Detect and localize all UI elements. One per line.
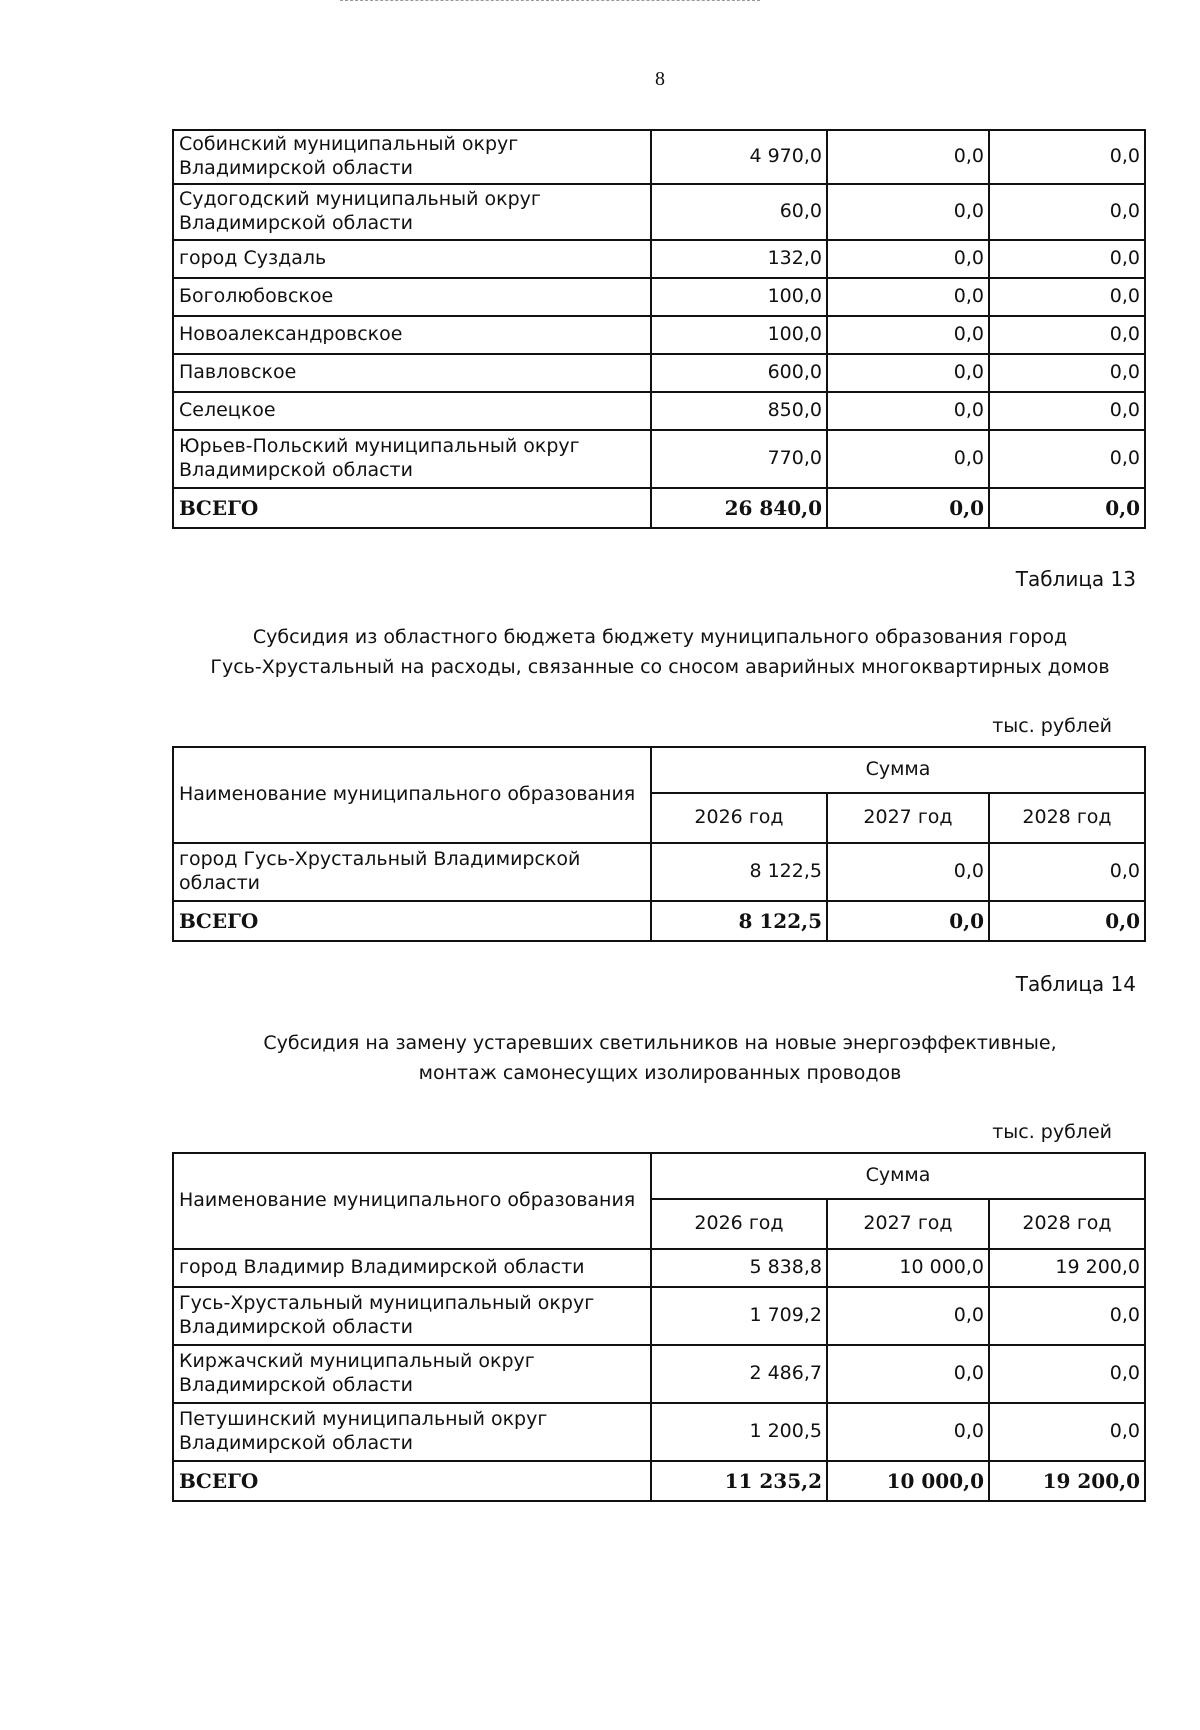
value-2027: 0,0 (827, 278, 989, 316)
total-row (173, 488, 1145, 528)
table-row (173, 430, 1145, 488)
value-2026: 60,0 (651, 184, 827, 240)
header-row (173, 1153, 1145, 1199)
table-row (173, 130, 1145, 184)
value-2027: 10 000,0 (827, 1249, 989, 1287)
row-name: Новоалександровское (173, 316, 651, 354)
value-2026: 1 709,2 (651, 1287, 827, 1345)
total-label: ВСЕГО (173, 1461, 651, 1501)
value-2027: 0,0 (827, 354, 989, 392)
table-14-unit: тыс. рублей (992, 1121, 1112, 1143)
table-row (173, 354, 1145, 392)
value-2028: 0,0 (989, 1403, 1145, 1461)
value-2028: 0,0 (989, 354, 1145, 392)
header-2026: 2026 год (651, 793, 827, 843)
value-2026: 2 486,7 (651, 1345, 827, 1403)
table-continuation (172, 129, 1146, 529)
row-name: Судогодский муниципальный округ Владимирской области (173, 184, 651, 240)
value-2027: 0,0 (827, 1287, 989, 1345)
value-2026: 5 838,8 (651, 1249, 827, 1287)
value-2027: 0,0 (827, 316, 989, 354)
table-row (173, 1249, 1145, 1287)
row-name: Петушинский муниципальный округ Владимирской области (173, 1403, 651, 1461)
table-row (173, 278, 1145, 316)
header-2027: 2027 год (827, 793, 989, 843)
row-name: город Владимир Владимирской области (173, 1249, 651, 1287)
row-name: Юрьев-Польский муниципальный округ Владимирской области (173, 430, 651, 488)
row-name: Гусь-Хрустальный муниципальный округ Владимирской области (173, 1287, 651, 1345)
header-2027: 2027 год (827, 1199, 989, 1249)
total-row (173, 1461, 1145, 1501)
table-13-title-line1: Субсидия из областного бюджета бюджету муниципального образования город (252, 626, 1068, 648)
value-2027: 0,0 (827, 843, 989, 901)
top-scan-rule (340, 0, 760, 1)
total-label: ВСЕГО (173, 488, 651, 528)
value-2027: 0,0 (827, 392, 989, 430)
row-name: город Суздаль (173, 240, 651, 278)
table-row (173, 843, 1145, 901)
table-row (173, 1345, 1145, 1403)
total-2026: 8 122,5 (651, 901, 827, 941)
total-2027: 10 000,0 (827, 1461, 989, 1501)
row-name: Боголюбовское (173, 278, 651, 316)
total-2026: 11 235,2 (651, 1461, 827, 1501)
value-2028: 0,0 (989, 316, 1145, 354)
value-2027: 0,0 (827, 1345, 989, 1403)
value-2028: 0,0 (989, 130, 1145, 184)
value-2028: 0,0 (989, 184, 1145, 240)
header-sum: Сумма (651, 1153, 1145, 1199)
header-sum: Сумма (651, 747, 1145, 793)
header-name: Наименование муниципального образования (173, 747, 651, 843)
value-2026: 8 122,5 (651, 843, 827, 901)
value-2026: 132,0 (651, 240, 827, 278)
value-2028: 0,0 (989, 392, 1145, 430)
value-2026: 1 200,5 (651, 1403, 827, 1461)
table-row (173, 316, 1145, 354)
table-row (173, 1403, 1145, 1461)
header-row (173, 747, 1145, 793)
table-row (173, 1287, 1145, 1345)
table-13-title (150, 622, 1170, 682)
value-2026: 850,0 (651, 392, 827, 430)
value-2028: 0,0 (989, 843, 1145, 901)
table-14-label: Таблица 14 (1015, 972, 1136, 996)
total-2028: 0,0 (989, 901, 1145, 941)
row-name: Селецкое (173, 392, 651, 430)
table-14-title-line2: монтаж самонесущих изолированных проводов (418, 1062, 902, 1084)
table-13 (172, 746, 1146, 942)
total-2027: 0,0 (827, 488, 989, 528)
table-14 (172, 1152, 1146, 1502)
total-2027: 0,0 (827, 901, 989, 941)
total-row (173, 901, 1145, 941)
table-14-title-line1: Субсидия на замену устаревших светильников на новые энергоэффективные, (263, 1032, 1057, 1054)
table-13-title-line2: Гусь-Хрустальный на расходы, связанные со сносом аварийных многоквартирных домов (210, 656, 1110, 678)
row-name: Павловское (173, 354, 651, 392)
row-name: Собинский муниципальный округ Владимирской области (173, 130, 651, 184)
value-2028: 0,0 (989, 240, 1145, 278)
page-number: 8 (655, 68, 665, 90)
row-name: Киржачский муниципальный округ Владимирской области (173, 1345, 651, 1403)
total-label: ВСЕГО (173, 901, 651, 941)
table-13-label: Таблица 13 (1015, 567, 1136, 591)
value-2027: 0,0 (827, 1403, 989, 1461)
value-2028: 19 200,0 (989, 1249, 1145, 1287)
value-2026: 100,0 (651, 278, 827, 316)
value-2028: 0,0 (989, 278, 1145, 316)
total-2028: 19 200,0 (989, 1461, 1145, 1501)
total-2028: 0,0 (989, 488, 1145, 528)
table-row (173, 184, 1145, 240)
value-2027: 0,0 (827, 430, 989, 488)
header-2028: 2028 год (989, 793, 1145, 843)
value-2026: 600,0 (651, 354, 827, 392)
row-name: город Гусь-Хрустальный Владимирской области (173, 843, 651, 901)
table-14-title (150, 1028, 1170, 1088)
value-2026: 100,0 (651, 316, 827, 354)
table-13-unit: тыс. рублей (992, 715, 1112, 737)
header-2028: 2028 год (989, 1199, 1145, 1249)
value-2027: 0,0 (827, 130, 989, 184)
header-2026: 2026 год (651, 1199, 827, 1249)
table-row (173, 240, 1145, 278)
value-2028: 0,0 (989, 430, 1145, 488)
value-2027: 0,0 (827, 184, 989, 240)
table-row (173, 392, 1145, 430)
total-2026: 26 840,0 (651, 488, 827, 528)
value-2027: 0,0 (827, 240, 989, 278)
value-2026: 4 970,0 (651, 130, 827, 184)
value-2028: 0,0 (989, 1345, 1145, 1403)
value-2026: 770,0 (651, 430, 827, 488)
header-name: Наименование муниципального образования (173, 1153, 651, 1249)
value-2028: 0,0 (989, 1287, 1145, 1345)
